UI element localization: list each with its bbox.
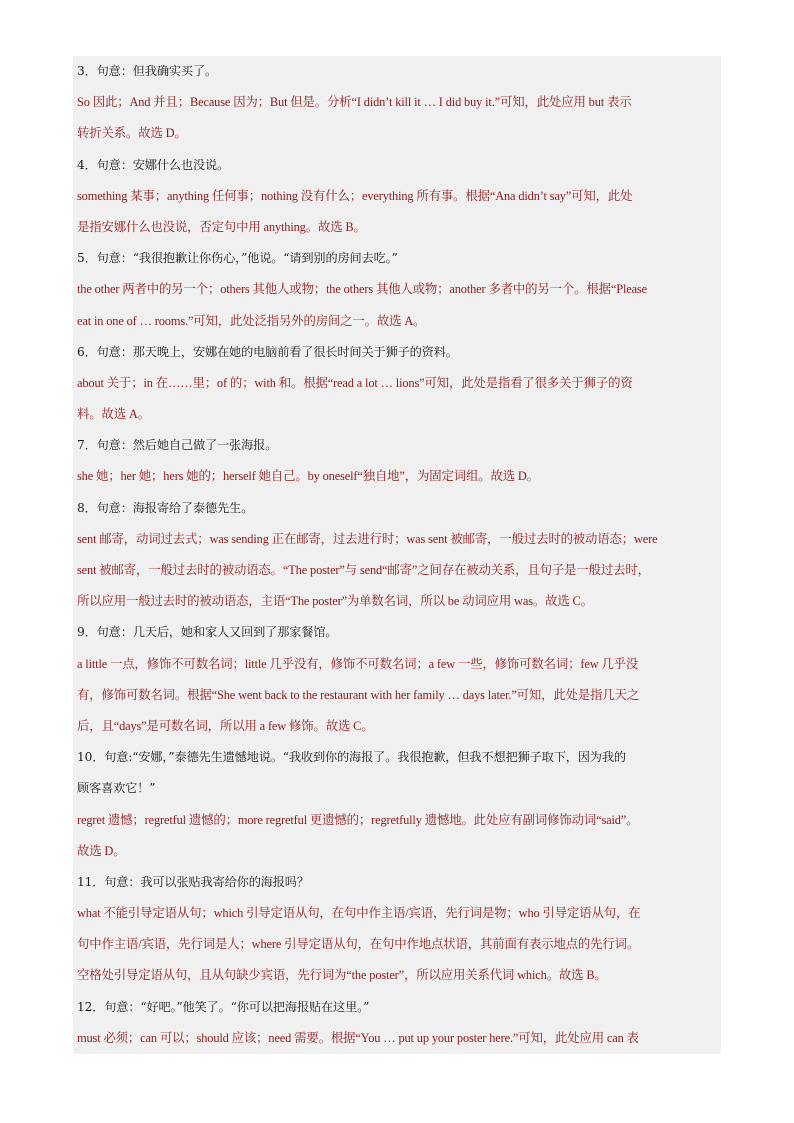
explanation-line: what 不能引导定语从句；which 引导定语从句，在句中作主语/宾语，先行词是物；who 引导定语从句，在 [73,898,721,929]
explanation-line: 所以应用一般过去时的被动语态，主语“The poster”为单数名词，所以 be 动词应用 was。故选 C。 [73,586,721,617]
explanation-line: sent 邮寄，动词过去式；was sending 正在邮寄，过去进行时；was sent 被邮寄，一般过去时的被动语态；were [73,524,721,555]
explanation-line: sent 被邮寄，一般过去时的被动语态。“The poster”与 send“邮寄”之间存在被动关系，且句子是一般过去时， [73,555,721,586]
question-line: 顾客喜欢它！” [73,773,721,804]
explanation-line: 故选 D。 [73,836,721,867]
question-line: 11．句意：我可以张贴我寄给你的海报吗？ [73,867,721,898]
explanation-line: the other 两者中的另一个；others 其他人或物；the others 其他人或物；another 多者中的另一个。根据“Please [73,274,721,305]
question-line: 6．句意：那天晚上，安娜在她的电脑前看了很长时间关于狮子的资料。 [73,337,721,368]
explanation-line: must 必须；can 可以；should 应该；need 需要。根据“You … put up your poster here.”可知，此处应用 can 表 [73,1023,721,1054]
question-line: 9．句意：几天后，她和家人又回到了那家餐馆。 [73,617,721,648]
document-page [73,56,721,1054]
question-line: 3．句意：但我确实买了。 [73,56,721,87]
explanation-line: something 某事；anything 任何事；nothing 没有什么；everything 所有事。根据“Ana didn’t say”可知，此处 [73,181,721,212]
question-line: 8．句意：海报寄给了泰德先生。 [73,493,721,524]
explanation-line: about 关于；in 在……里；of 的；with 和。根据“read a lot … lions”可知，此处是指看了很多关于狮子的资 [73,368,721,399]
explanation-line: 转折关系。故选 D。 [73,118,721,149]
explanation-line: 空格处引导定语从句，且从句缺少宾语，先行词为“the poster”，所以应用关系代词 which。故选 B。 [73,960,721,991]
explanation-line: 是指安娜什么也没说，否定句中用 anything。故选 B。 [73,212,721,243]
explanation-line: she 她；her 她；hers 她的；herself 她自己。by oneself“独自地”，为固定词组。故选 D。 [73,461,721,492]
explanation-line: 有，修饰可数名词。根据“She went back to the restaurant with her family … days later.”可知，此处是指几天之 [73,680,721,711]
question-line: 10．句意:“安娜，”泰德先生遗憾地说。“我收到你的海报了。我很抱歉，但我不想把狮子取下，因为我的 [73,742,721,773]
question-line: 4．句意：安娜什么也没说。 [73,150,721,181]
explanation-line: 料。故选 A。 [73,399,721,430]
explanation-line: a little 一点，修饰不可数名词；little 几乎没有，修饰不可数名词；a few 一些，修饰可数名词；few 几乎没 [73,649,721,680]
question-line: 5．句意：“我很抱歉让你伤心，”他说。“请到别的房间去吃。” [73,243,721,274]
explanation-line: So 因此；And 并且；Because 因为；But 但是。分析“I didn’t kill it … I did buy it.”可知，此处应用 but 表示 [73,87,721,118]
explanation-line: 后，且“days”是可数名词，所以用 a few 修饰。故选 C。 [73,711,721,742]
explanation-line: regret 遗憾；regretful 遗憾的；more regretful 更遗憾的；regretfully 遗憾地。此处应有副词修饰动词“said”。 [73,805,721,836]
explanation-line: 句中作主语/宾语，先行词是人；where 引导定语从句，在句中作地点状语，其前面有表示地点的先行词。 [73,929,721,960]
question-line: 12．句意：“好吧。”他笑了。“你可以把海报贴在这里。” [73,992,721,1023]
explanation-line: eat in one of … rooms.”可知，此处泛指另外的房间之一。故选 A。 [73,306,721,337]
question-line: 7．句意：然后她自己做了一张海报。 [73,430,721,461]
